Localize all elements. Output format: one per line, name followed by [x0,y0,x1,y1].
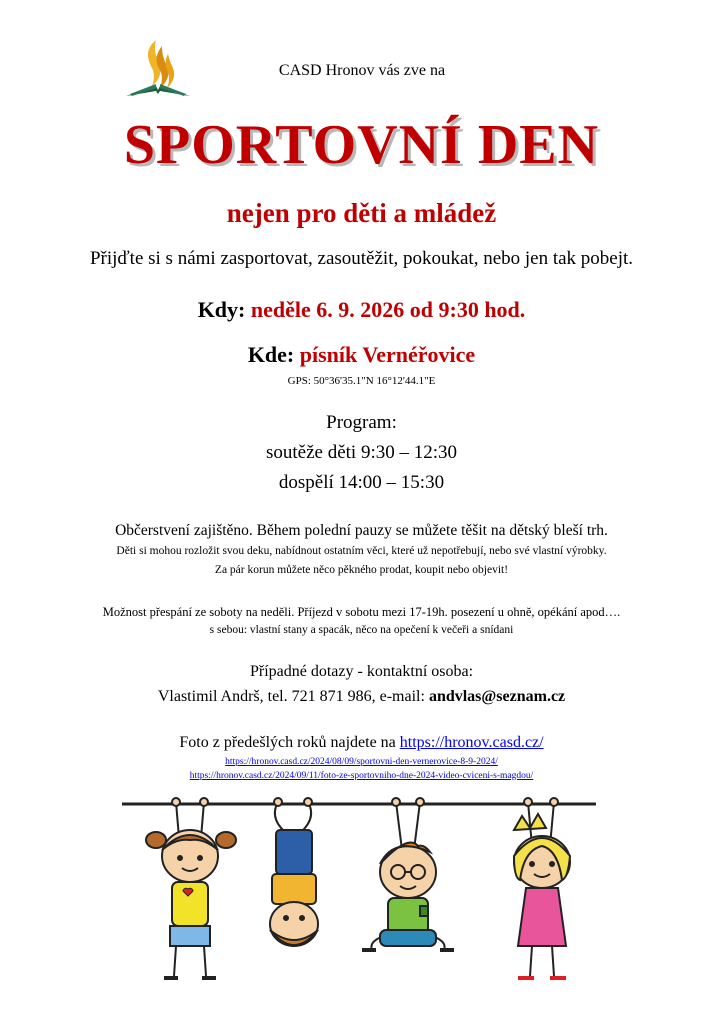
contact-email[interactable]: andvlas@seznam.cz [428,688,566,705]
event-tagline: Přijďte si s námi zasportovat, zasoutěžit, pokoukat, nebo jen tak pobejt. [89,248,634,269]
photos-link-row-2 [0,771,723,781]
overnight-text-1: Možnost přespání ze soboty na neděli. Příjezd v sobotu mezi 17-19h. posezení u ohně, opékání apod…. [102,605,621,619]
invitation-intro: CASD Hronov vás zve na [278,62,446,79]
photos-line [0,734,723,752]
contact-line [0,688,723,706]
refreshments-text: Občerstvení zajištěno. Během polední pauzy se můžete těšit na dětský bleší trh. [115,522,608,539]
flea-market-text-1: Děti si mohou rozložit svou deku, nabídnout ostatním věci, které už nepotřebují, nebo své vlastní výrobky. [116,545,607,557]
kid-girl-blonde [514,798,570,978]
overnight-text-2: s sebou: vlastní stany a spacák, něco na opečení k večeři a snídani [209,624,514,636]
kid-girl-pigtails [146,798,236,978]
flea-market-text-2: Za pár korun můžete něco pěkného prodat, koupit nebo objevit! [214,564,509,576]
event-subtitle: nejen pro děti a mládež [226,198,497,228]
program-adults: dospělí 14:00 – 15:30 [278,472,445,493]
contact-label: Případné dotazy - kontaktní osoba: [249,663,474,680]
photos-text: Foto z předešlých roků najdete na [179,734,400,751]
church-logo-icon [122,36,194,100]
gps-coordinates: GPS: 50°36'35.1"N 16°12'44.1"E [287,375,436,387]
program-label: Program: [326,412,397,433]
kid-boy-upside-down [270,798,318,946]
event-location-line [0,342,723,368]
event-title: SPORTOVNÍ DEN [123,114,600,176]
kid-boy-glasses [362,798,454,950]
program-kids: soutěže děti 9:30 – 12:30 [265,442,458,463]
photos-link-row-1 [0,757,723,767]
event-date-line [0,297,723,323]
photos-main-link[interactable]: https://hronov.casd.cz/ [399,734,544,751]
date-label: Kdy: [197,297,246,322]
location-label: Kde: [247,342,295,367]
contact-person: Vlastimil Andrš, tel. 721 871 986, e-mail: [157,688,429,705]
photos-link-2024-09[interactable]: https://hronov.casd.cz/2024/09/11/foto-ze-sportovniho-dne-2024-video-cviceni-s-magdou/ [189,771,534,781]
location-value: písník Vernéřovice [299,342,476,367]
photos-link-2024-08[interactable]: https://hronov.casd.cz/2024/08/09/sportovni-den-vernerovice-8-9-2024/ [225,757,498,767]
date-value: neděle 6. 9. 2026 od 9:30 hod. [250,297,526,322]
kids-hanging-illustration [118,790,608,990]
